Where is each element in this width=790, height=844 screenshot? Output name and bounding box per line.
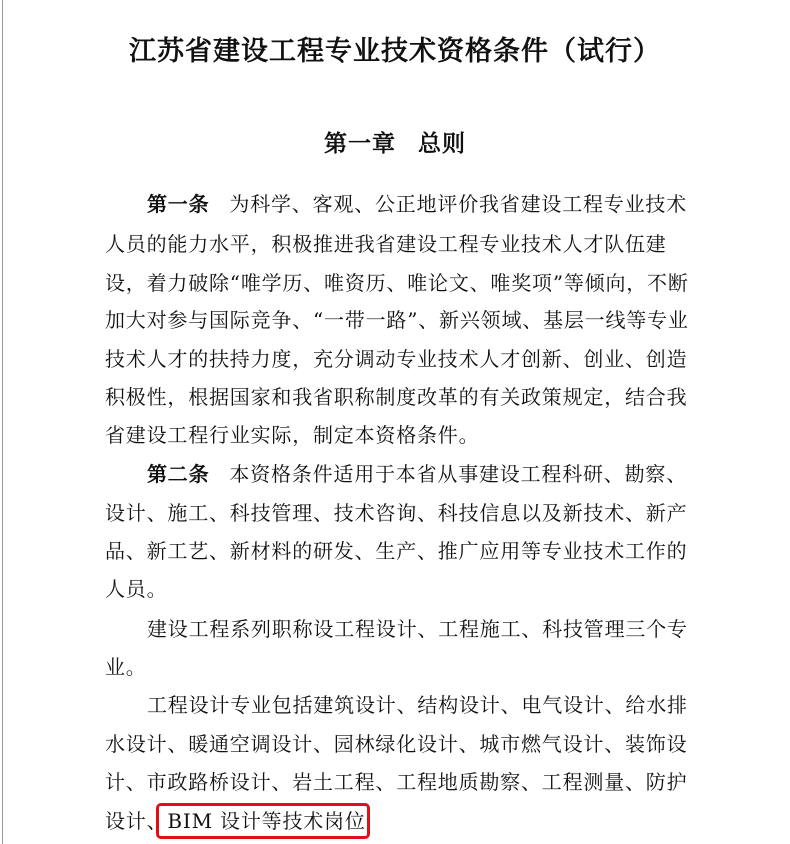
article-2-line-1 — [147, 455, 695, 493]
article-2-line-4: 人员。 — [105, 577, 168, 601]
design-line-3: 计、市政路桥设计、岩土工程、工程地质勘察、工程测量、防护 — [105, 770, 688, 794]
article-1-line-7: 省建设工程行业实际，制定本资格条件。 — [105, 423, 480, 447]
page-edge-line — [2, 0, 3, 844]
article-1-line-1 — [147, 185, 695, 223]
chapter-heading — [0, 129, 790, 159]
article-1-text: 为科学、客观、公正地评价我省建设工程专业技术 — [229, 192, 688, 216]
chapter-number: 第一章 — [324, 130, 396, 157]
article-1-line-4: 加大对参与国际竞争、“一带一路”、新兴领域、基层一线等专业 — [105, 308, 689, 332]
article-2-line-3: 品、新工艺、新材料的研发、生产、推广应用等专业技术工作的 — [105, 539, 688, 563]
design-line-1: 工程设计专业包括建筑设计、结构设计、电气设计、给水排 — [147, 693, 688, 717]
highlighted-text: BIM 设计等技术岗位 — [167, 809, 366, 833]
article-2-text: 本资格条件适用于本省从事建设工程科研、勘察、 — [229, 462, 688, 486]
red-highlight-annotation — [156, 803, 370, 839]
design-line-2: 水设计、暖通空调设计、园林绿化设计、城市燃气设计、装饰设 — [105, 732, 688, 756]
article-1-label: 第一条 — [147, 192, 210, 216]
document-title: 江苏省建设工程专业技术资格条件（试行） — [129, 36, 661, 67]
article-1-line-5: 技术人才的扶持力度，充分调动专业技术人才创新、创业、创造 — [105, 347, 688, 371]
series-line-1: 建设工程系列职称设工程设计、工程施工、科技管理三个专 — [147, 617, 688, 641]
article-1-line-3: 设，着力破除“唯学历、唯资历、唯论文、唯奖项”等倾向，不断 — [105, 271, 689, 295]
series-line-2: 业。 — [105, 655, 147, 679]
article-1-line-2: 人员的能力水平，积极推进我省建设工程专业技术人才队伍建 — [105, 232, 667, 256]
design-line-4-prefix: 设计、 — [105, 809, 168, 833]
article-2-label: 第二条 — [147, 462, 210, 486]
article-1-line-6: 积极性，根据国家和我省职称制度改革的有关政策规定，结合我 — [105, 385, 688, 409]
chapter-name: 总则 — [418, 130, 466, 157]
article-2-line-2: 设计、施工、科技管理、技术咨询、科技信息以及新技术、新产 — [105, 501, 688, 525]
